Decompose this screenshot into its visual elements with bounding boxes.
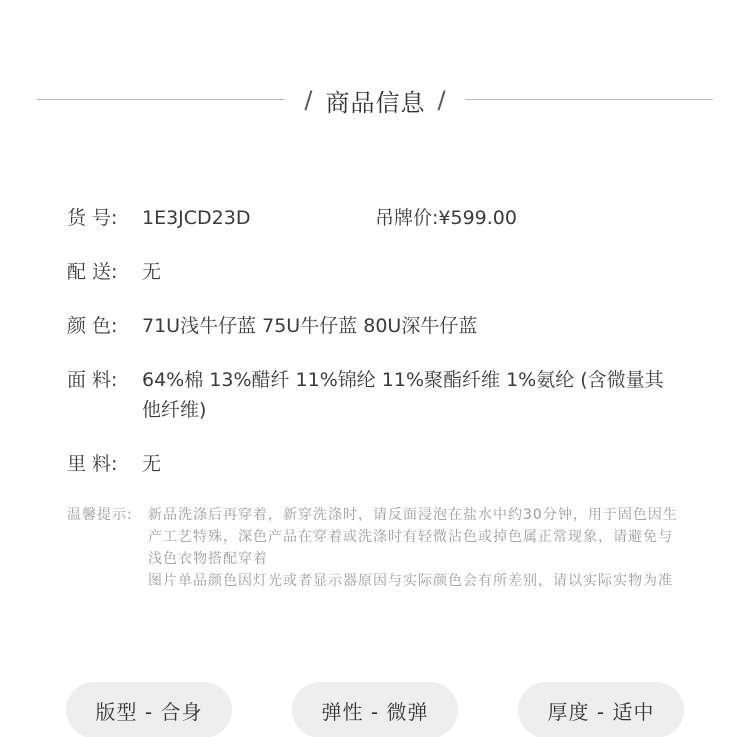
price-label: 吊牌价:	[375, 207, 439, 229]
notice-label: 温馨提示:	[67, 507, 133, 523]
delivery-label: 配 送:	[67, 261, 118, 283]
lining-value: 无	[142, 453, 162, 475]
delivery-value: 无	[142, 261, 162, 283]
notice-body	[148, 504, 678, 592]
notice-line-2: 图片单品颜色因灯光或者显示器原因与实际颜色会有所差别，请以实际实物为准	[148, 573, 673, 589]
info-row-color	[67, 311, 477, 341]
lining-label: 里 料:	[67, 453, 118, 475]
fabric-value: 64%棉 13%醋纤 11%锦纶 11%聚酯纤维 1%氨纶 (含微量其他纤维)	[142, 369, 664, 421]
info-row-lining	[67, 449, 161, 479]
title-slash-left: /	[304, 86, 314, 114]
section-title-wrap	[285, 78, 466, 122]
color-label: 颜 色:	[67, 315, 118, 337]
info-row-sku	[67, 203, 517, 233]
info-row-delivery	[67, 257, 161, 287]
section-header	[0, 78, 750, 122]
header-divider-left	[37, 99, 285, 100]
fabric-label: 面 料:	[67, 369, 118, 391]
header-divider-right	[466, 99, 713, 100]
info-row-fabric	[67, 365, 672, 425]
notice-line-1: 新品洗涤后再穿着，新穿洗涤时，请反面浸泡在盐水中约30分钟，用于固色因生产工艺特殊，深色产品在穿着或洗涤时有轻微沾色或掉色属正常现象，请避免与浅色衣物搭配穿着	[148, 507, 678, 567]
color-value: 71U浅牛仔蓝 75U牛仔蓝 80U深牛仔蓝	[142, 315, 478, 337]
price-value: ¥599.00	[438, 207, 517, 229]
fit-attribute-pill: 版型 - 合身	[66, 682, 232, 737]
title-slash-right: /	[437, 86, 447, 114]
section-title: 商品信息	[325, 88, 426, 117]
elasticity-attribute-pill: 弹性 - 微弹	[292, 682, 458, 737]
sku-value: 1E3JCD23D	[142, 207, 251, 229]
price-field	[375, 203, 517, 233]
thickness-attribute-pill: 厚度 - 适中	[518, 682, 684, 737]
sku-label: 货 号:	[67, 207, 118, 229]
